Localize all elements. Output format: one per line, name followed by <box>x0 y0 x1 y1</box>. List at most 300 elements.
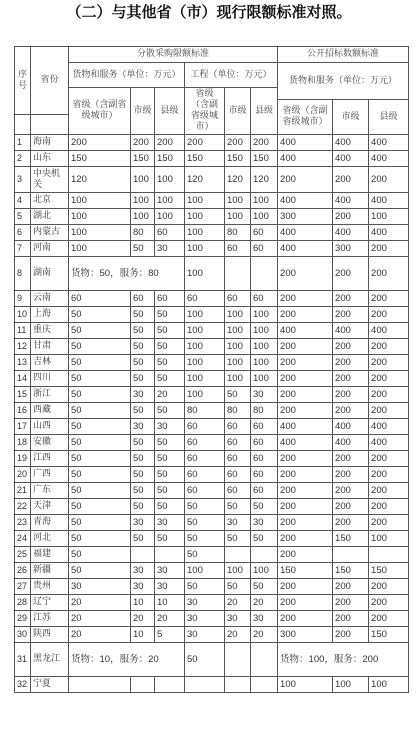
value-cell: 30 <box>225 515 251 531</box>
value-cell: 60 <box>185 419 225 435</box>
value-cell: 100 <box>251 193 278 209</box>
value-cell: 50 <box>155 403 185 419</box>
province-cell: 浙江 <box>31 387 69 403</box>
value-cell: 60 <box>251 483 278 499</box>
value-cell: 200 <box>333 339 369 355</box>
value-cell <box>131 547 155 563</box>
value-cell: 100 <box>251 563 278 579</box>
province-cell: 山西 <box>31 419 69 435</box>
province-cell: 青海 <box>31 515 69 531</box>
header-seq: 序号 <box>15 47 31 115</box>
value-cell: 100 <box>225 563 251 579</box>
table-row <box>15 241 409 257</box>
value-cell: 150 <box>333 531 369 547</box>
value-cell: 20 <box>155 387 185 403</box>
value-cell: 400 <box>369 151 409 167</box>
value-cell: 50 <box>69 435 131 451</box>
value-cell: 20 <box>225 595 251 611</box>
value-cell: 200 <box>278 291 333 307</box>
value-cell: 120 <box>185 167 225 193</box>
value-cell: 30 <box>155 241 185 257</box>
value-cell: 50 <box>69 547 131 563</box>
row-number-cell: 22 <box>15 499 31 515</box>
value-cell: 400 <box>278 323 333 339</box>
value-cell <box>131 677 155 693</box>
value-cell: 20 <box>251 627 278 643</box>
header-a-goods-services: 货物和服务（单位：万元） <box>69 63 185 88</box>
value-cell: 200 <box>278 307 333 323</box>
value-cell: 60 <box>69 291 131 307</box>
province-cell: 甘肃 <box>31 339 69 355</box>
value-cell: 200 <box>369 355 409 371</box>
value-cell: 100 <box>185 307 225 323</box>
table-row <box>15 355 409 371</box>
value-cell: 50 <box>131 435 155 451</box>
value-cell: 100 <box>225 323 251 339</box>
row-number-cell: 30 <box>15 627 31 643</box>
value-cell: 100 <box>131 209 155 225</box>
table-row <box>15 419 409 435</box>
value-cell: 100 <box>251 209 278 225</box>
header-b-goods-services: 货物和服务（单位：万元） <box>278 63 409 100</box>
value-cell: 400 <box>369 435 409 451</box>
value-cell: 150 <box>369 563 409 579</box>
value-cell: 30 <box>131 515 155 531</box>
value-cell: 150 <box>369 627 409 643</box>
value-cell: 60 <box>131 291 155 307</box>
value-cell: 400 <box>333 193 369 209</box>
row-number-cell: 1 <box>15 135 31 151</box>
province-cell: 河南 <box>31 241 69 257</box>
value-cell: 60 <box>155 225 185 241</box>
value-cell: 200 <box>369 257 409 291</box>
province-cell: 吉林 <box>31 355 69 371</box>
value-cell: 120 <box>251 167 278 193</box>
value-cell: 200 <box>333 483 369 499</box>
province-cell: 江西 <box>31 451 69 467</box>
value-cell: 200 <box>333 579 369 595</box>
value-cell: 20 <box>251 595 278 611</box>
value-cell: 50 <box>131 499 155 515</box>
row-number-cell: 6 <box>15 225 31 241</box>
value-cell: 200 <box>369 483 409 499</box>
value-cell: 200 <box>369 467 409 483</box>
province-cell: 湖南 <box>31 257 69 291</box>
table-row <box>15 403 409 419</box>
value-cell: 200 <box>225 135 251 151</box>
province-cell: 山东 <box>31 151 69 167</box>
value-cell: 100 <box>369 531 409 547</box>
value-cell: 50 <box>69 563 131 579</box>
row-number-cell: 9 <box>15 291 31 307</box>
value-cell: 50 <box>155 323 185 339</box>
value-cell: 60 <box>251 451 278 467</box>
table-row <box>15 467 409 483</box>
table-row <box>15 611 409 627</box>
value-cell: 300 <box>333 241 369 257</box>
header-a-works: 工程（单位：万元） <box>185 63 278 88</box>
header-b-goods-county: 县级 <box>369 100 409 135</box>
value-cell: 200 <box>278 371 333 387</box>
table-row <box>15 451 409 467</box>
header-a-goods-province: 省级（含副省级城市） <box>69 88 131 135</box>
value-cell: 50 <box>69 387 131 403</box>
header-spacer <box>31 115 69 135</box>
table-row <box>15 257 409 291</box>
value-cell: 30 <box>131 419 155 435</box>
value-cell: 100 <box>251 307 278 323</box>
value-cell: 200 <box>278 499 333 515</box>
value-cell: 100 <box>225 355 251 371</box>
value-cell <box>155 677 185 693</box>
table-row <box>15 595 409 611</box>
value-cell: 50 <box>185 547 225 563</box>
value-cell <box>185 677 225 693</box>
header-province: 省份 <box>31 47 69 115</box>
value-cell: 400 <box>278 193 333 209</box>
quota-comparison-table <box>14 46 409 693</box>
value-cell: 400 <box>333 151 369 167</box>
value-cell <box>225 677 251 693</box>
value-cell: 400 <box>278 435 333 451</box>
header-a-works-city: 市级 <box>225 88 251 135</box>
row-number-cell: 29 <box>15 611 31 627</box>
table-row <box>15 291 409 307</box>
value-cell: 200 <box>69 135 131 151</box>
value-cell: 50 <box>131 307 155 323</box>
province-cell: 福建 <box>31 547 69 563</box>
province-cell: 湖北 <box>31 209 69 225</box>
value-cell: 50 <box>69 419 131 435</box>
value-cell <box>251 257 278 291</box>
value-cell: 60 <box>185 467 225 483</box>
value-cell: 100 <box>225 307 251 323</box>
value-cell: 50 <box>69 499 131 515</box>
table-row <box>15 225 409 241</box>
value-cell: 60 <box>185 291 225 307</box>
value-cell <box>69 677 131 693</box>
value-cell: 400 <box>369 225 409 241</box>
value-cell: 100 <box>185 323 225 339</box>
value-cell: 200 <box>369 291 409 307</box>
value-cell: 400 <box>333 225 369 241</box>
table-row <box>15 643 409 677</box>
value-cell: 60 <box>185 483 225 499</box>
value-cell: 100 <box>185 371 225 387</box>
value-cell: 30 <box>251 387 278 403</box>
value-cell: 60 <box>225 241 251 257</box>
value-cell: 100 <box>185 241 225 257</box>
value-cell: 200 <box>369 611 409 627</box>
value-cell <box>155 547 185 563</box>
value-cell: 200 <box>333 257 369 291</box>
value-cell: 100 <box>225 339 251 355</box>
value-cell: 50 <box>155 451 185 467</box>
value-cell: 50 <box>155 483 185 499</box>
value-cell: 150 <box>69 151 131 167</box>
province-cell: 内蒙古 <box>31 225 69 241</box>
value-cell: 200 <box>278 355 333 371</box>
value-cell: 30 <box>185 595 225 611</box>
value-cell: 20 <box>155 611 185 627</box>
value-cell <box>225 547 251 563</box>
row-number-cell: 24 <box>15 531 31 547</box>
value-cell: 150 <box>131 151 155 167</box>
value-cell: 200 <box>131 135 155 151</box>
row-number-cell: 7 <box>15 241 31 257</box>
value-cell: 200 <box>333 595 369 611</box>
value-cell: 200 <box>278 387 333 403</box>
table-row <box>15 547 409 563</box>
value-cell: 50 <box>225 579 251 595</box>
value-cell: 30 <box>131 387 155 403</box>
value-cell: 400 <box>278 151 333 167</box>
value-cell <box>225 257 251 291</box>
value-cell: 80 <box>225 403 251 419</box>
value-cell: 150 <box>225 151 251 167</box>
value-cell: 60 <box>251 419 278 435</box>
row-number-cell: 8 <box>15 257 31 291</box>
value-cell: 200 <box>333 451 369 467</box>
value-cell: 100 <box>185 387 225 403</box>
value-cell: 400 <box>333 435 369 451</box>
value-cell: 200 <box>278 531 333 547</box>
value-cell: 100 <box>278 677 333 693</box>
value-cell: 10 <box>131 595 155 611</box>
value-cell: 30 <box>225 611 251 627</box>
value-cell: 100 <box>185 225 225 241</box>
value-cell: 80 <box>251 403 278 419</box>
value-cell: 100 <box>155 167 185 193</box>
value-cell: 50 <box>251 499 278 515</box>
value-cell: 5 <box>155 627 185 643</box>
value-cell: 60 <box>251 435 278 451</box>
value-cell: 50 <box>251 579 278 595</box>
value-cell <box>333 547 369 563</box>
province-cell: 北京 <box>31 193 69 209</box>
value-cell: 200 <box>278 611 333 627</box>
province-cell: 重庆 <box>31 323 69 339</box>
value-cell: 50 <box>155 531 185 547</box>
value-cell: 80 <box>185 403 225 419</box>
value-cell: 200 <box>333 611 369 627</box>
value-cell: 200 <box>333 167 369 193</box>
value-cell: 150 <box>185 151 225 167</box>
value-cell: 100 <box>69 241 131 257</box>
province-cell: 宁夏 <box>31 677 69 693</box>
value-cell: 50 <box>185 499 225 515</box>
province-cell: 辽宁 <box>31 595 69 611</box>
table-row <box>15 435 409 451</box>
value-cell: 200 <box>333 355 369 371</box>
table-row <box>15 323 409 339</box>
value-cell <box>251 547 278 563</box>
value-cell: 50 <box>69 531 131 547</box>
value-cell: 30 <box>155 515 185 531</box>
value-cell: 150 <box>155 151 185 167</box>
value-cell: 300 <box>278 627 333 643</box>
value-cell: 200 <box>333 515 369 531</box>
value-cell: 30 <box>251 515 278 531</box>
province-cell: 云南 <box>31 291 69 307</box>
header-a-goods-city: 市级 <box>131 88 155 135</box>
header-b-goods-city: 市级 <box>333 100 369 135</box>
value-cell: 200 <box>278 451 333 467</box>
value-cell <box>225 643 251 677</box>
province-cell: 陕西 <box>31 627 69 643</box>
value-cell: 200 <box>278 339 333 355</box>
table-row <box>15 483 409 499</box>
province-cell: 广西 <box>31 467 69 483</box>
value-cell: 50 <box>155 339 185 355</box>
value-cell: 50 <box>155 355 185 371</box>
value-cell: 200 <box>333 467 369 483</box>
value-cell: 60 <box>225 467 251 483</box>
value-cell: 30 <box>155 563 185 579</box>
table-row <box>15 307 409 323</box>
province-cell: 上海 <box>31 307 69 323</box>
province-cell: 海南 <box>31 135 69 151</box>
value-cell: 50 <box>131 241 155 257</box>
value-cell: 50 <box>131 403 155 419</box>
value-cell: 30 <box>69 579 131 595</box>
value-cell: 50 <box>69 307 131 323</box>
row-number-cell: 12 <box>15 339 31 355</box>
row-number-cell: 16 <box>15 403 31 419</box>
row-number-cell: 31 <box>15 643 31 677</box>
value-cell: 200 <box>278 403 333 419</box>
value-cell: 50 <box>225 499 251 515</box>
table-row <box>15 579 409 595</box>
value-cell: 50 <box>131 355 155 371</box>
value-cell: 60 <box>251 291 278 307</box>
value-cell: 100 <box>131 167 155 193</box>
row-number-cell: 10 <box>15 307 31 323</box>
value-cell: 200 <box>369 595 409 611</box>
value-cell: 50 <box>69 355 131 371</box>
value-cell: 20 <box>69 595 131 611</box>
value-cell: 60 <box>225 435 251 451</box>
value-cell: 50 <box>185 579 225 595</box>
value-cell: 30 <box>185 627 225 643</box>
value-cell: 50 <box>131 451 155 467</box>
province-cell: 黑龙江 <box>31 643 69 677</box>
header-spacer <box>15 115 31 135</box>
province-cell: 中央机关 <box>31 167 69 193</box>
value-cell: 100 <box>369 209 409 225</box>
value-cell: 400 <box>278 419 333 435</box>
value-cell: 200 <box>369 579 409 595</box>
value-cell: 10 <box>155 595 185 611</box>
value-cell: 50 <box>69 323 131 339</box>
row-number-cell: 18 <box>15 435 31 451</box>
row-number-cell: 11 <box>15 323 31 339</box>
row-number-cell: 19 <box>15 451 31 467</box>
table-row <box>15 499 409 515</box>
value-cell: 100 <box>185 257 225 291</box>
value-cell: 200 <box>333 371 369 387</box>
row-number-cell: 13 <box>15 355 31 371</box>
value-cell: 60 <box>155 291 185 307</box>
value-cell: 20 <box>225 627 251 643</box>
row-number-cell: 3 <box>15 167 31 193</box>
value-cell: 60 <box>251 467 278 483</box>
value-cell: 100 <box>69 225 131 241</box>
value-cell: 50 <box>131 339 155 355</box>
value-cell: 100 <box>69 193 131 209</box>
value-cell: 50 <box>251 531 278 547</box>
header-b-goods-province: 省级（含副省级城市） <box>278 100 333 135</box>
row-number-cell: 23 <box>15 515 31 531</box>
province-cell: 天津 <box>31 499 69 515</box>
value-cell: 100 <box>251 323 278 339</box>
value-cell: 50 <box>185 515 225 531</box>
header-group-open-tender: 公开招标数额标准 <box>278 47 409 63</box>
value-cell: 100 <box>333 677 369 693</box>
value-cell: 200 <box>369 515 409 531</box>
value-cell: 50 <box>69 371 131 387</box>
row-number-cell: 27 <box>15 579 31 595</box>
row-number-cell: 20 <box>15 467 31 483</box>
header-a-works-province: 省级（含副省级城市） <box>185 88 225 135</box>
table-row <box>15 339 409 355</box>
value-cell: 200 <box>278 515 333 531</box>
value-cell: 50 <box>69 403 131 419</box>
value-cell: 200 <box>333 307 369 323</box>
value-cell: 50 <box>225 531 251 547</box>
table-row <box>15 135 409 151</box>
value-cell: 120 <box>225 167 251 193</box>
value-cell: 100 <box>369 677 409 693</box>
value-cell: 100 <box>185 193 225 209</box>
value-cell: 30 <box>155 579 185 595</box>
table-row <box>15 209 409 225</box>
table-row <box>15 677 409 693</box>
value-cell: 50 <box>131 483 155 499</box>
value-cell: 100 <box>251 355 278 371</box>
value-cell: 30 <box>251 611 278 627</box>
value-cell: 30 <box>155 419 185 435</box>
province-cell: 广东 <box>31 483 69 499</box>
value-cell: 60 <box>225 291 251 307</box>
row-number-cell: 14 <box>15 371 31 387</box>
table-row <box>15 387 409 403</box>
value-cell <box>251 677 278 693</box>
value-cell: 400 <box>333 135 369 151</box>
province-cell: 贵州 <box>31 579 69 595</box>
goods-service-cell: 货物：100，服务：200 <box>278 643 409 677</box>
value-cell: 400 <box>369 323 409 339</box>
value-cell: 60 <box>251 241 278 257</box>
row-number-cell: 15 <box>15 387 31 403</box>
value-cell: 200 <box>333 627 369 643</box>
table-body <box>15 135 409 693</box>
value-cell: 60 <box>251 225 278 241</box>
value-cell: 100 <box>155 209 185 225</box>
table-row <box>15 627 409 643</box>
value-cell: 100 <box>225 371 251 387</box>
value-cell: 50 <box>69 451 131 467</box>
value-cell: 200 <box>278 467 333 483</box>
value-cell: 100 <box>225 193 251 209</box>
value-cell: 100 <box>155 193 185 209</box>
province-cell: 安徽 <box>31 435 69 451</box>
value-cell: 100 <box>251 339 278 355</box>
value-cell: 400 <box>369 193 409 209</box>
value-cell: 50 <box>69 339 131 355</box>
value-cell: 200 <box>369 371 409 387</box>
table-row <box>15 193 409 209</box>
